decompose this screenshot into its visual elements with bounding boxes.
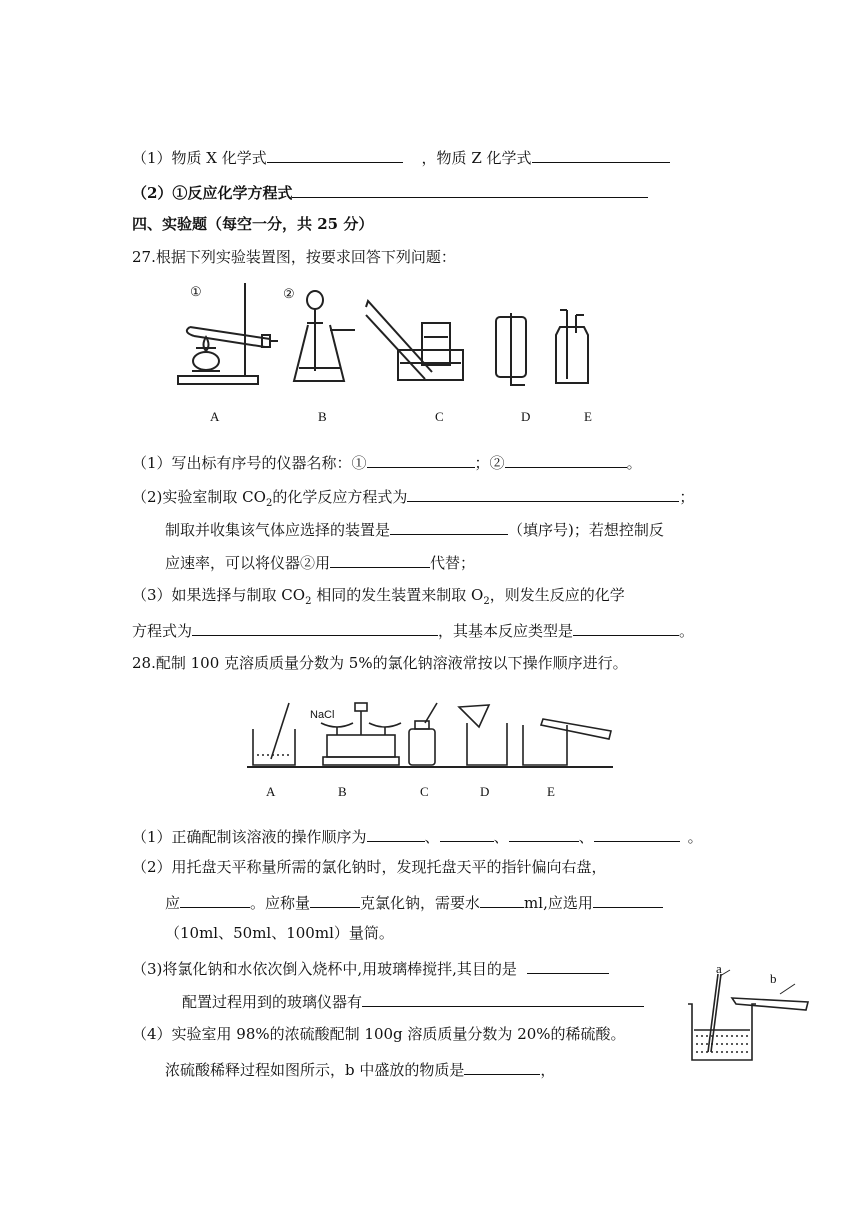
answer-blank-order-4[interactable] — [594, 824, 680, 842]
q27-p3-subscript-2: 2 — [483, 596, 490, 607]
q26-p1-text-a: （1）物质 X 化学式 — [132, 149, 267, 167]
q27-p2-text-a: （2)实验室制取 CO — [132, 488, 266, 506]
q28-stem: 28.配制 100 克溶质质量分数为 5%的氯化钠溶液常按以下操作顺序进行。 — [132, 654, 628, 672]
separator: 、 — [424, 828, 440, 846]
q28-p1-text: （1）正确配制该溶液的操作顺序为 — [132, 828, 367, 846]
step-d-figure — [459, 705, 507, 765]
answer-blank-order-2[interactable] — [440, 824, 494, 842]
q27-p1-text-c: 。 — [626, 454, 642, 472]
q27-p2-text-b: 的化学反应方程式为 — [272, 488, 408, 506]
q27-part2-line2 — [165, 517, 664, 541]
q27-label-d: D — [521, 409, 531, 424]
q28-p2l2-text-d: ml,应选用 — [524, 894, 593, 912]
q27-p3-text-b: 相同的发生装置来制取 O — [311, 586, 484, 604]
apparatus-b — [294, 291, 355, 381]
q28-part1 — [132, 824, 703, 848]
q27-p1-text-a: （1）写出标有序号的仪器名称：① — [132, 454, 367, 472]
q27-label-c: C — [435, 409, 444, 424]
q28-p3-text: （3)将氯化钠和水依次倒入烧杯中,用玻璃棒搅拌,其目的是 — [132, 960, 517, 978]
q28-part2: （2）用托盘天平称量所需的氯化钠时，发现托盘天平的指针偏向右盘， — [132, 858, 607, 876]
answer-blank-instrument-2[interactable] — [505, 450, 627, 468]
q28-part3 — [132, 956, 609, 980]
q26-part2 — [132, 180, 648, 204]
answer-blank-equation[interactable] — [292, 180, 648, 198]
q27-p2l3-text-a: 应速率，可以将仪器②用 — [165, 554, 331, 572]
answer-blank-b-substance[interactable] — [464, 1057, 540, 1075]
q27-label-a: A — [210, 409, 220, 424]
answer-blank-adjust[interactable] — [180, 890, 250, 908]
figure-label-b: b — [770, 971, 777, 986]
q28-part2-line2 — [165, 890, 663, 914]
answer-blank-cylinder[interactable] — [593, 890, 663, 908]
q27-p2-subscript: 2 — [265, 498, 273, 509]
apparatus-e — [556, 310, 588, 383]
q28-label-c: C — [420, 784, 429, 799]
apparatus-c — [366, 301, 463, 380]
answer-blank-z[interactable] — [532, 145, 670, 163]
q26-p1-text-b: ，物质 Z 化学式 — [421, 149, 532, 167]
q27-p2-text-c: ； — [679, 488, 695, 506]
answer-blank-nacl-mass[interactable] — [310, 890, 360, 908]
q27-p3-text-a: （3）如果选择与制取 CO — [132, 586, 306, 604]
q27-part3 — [132, 584, 625, 613]
q26-p2-text: （2）①反应化学方程式 — [132, 184, 293, 202]
q27-part1 — [132, 450, 642, 474]
q28-p4l2-end: ， — [540, 1061, 556, 1079]
q27-stem: 27.根据下列实验装置图，按要求回答下列问题： — [132, 248, 456, 266]
answer-blank-reaction-type[interactable] — [573, 618, 679, 636]
q27-p1-text-b: ；② — [474, 454, 505, 472]
q28-part4: （4）实验室用 98%的浓硫酸配制 100g 溶质质量分数为 20%的稀硫酸。 — [132, 1025, 626, 1043]
answer-blank-glassware[interactable] — [362, 989, 644, 1007]
q28-label-b: B — [338, 784, 347, 799]
apparatus-d — [496, 313, 526, 385]
marker-1: ① — [190, 284, 202, 299]
q28-p4l2-text: 浓硫酸稀释过程如图所示，b 中盛放的物质是 — [165, 1061, 465, 1079]
separator: 、 — [578, 828, 594, 846]
answer-blank-device[interactable] — [390, 517, 508, 535]
q28-part4-line2 — [165, 1057, 555, 1081]
separator: 、 — [493, 828, 509, 846]
q28-part2-line3: （10ml、50ml、100ml）量筒。 — [165, 924, 394, 942]
answer-blank-x[interactable] — [267, 145, 403, 163]
q27-label-e: E — [584, 409, 592, 424]
nacl-label: NaCl — [310, 709, 335, 721]
figure-label-a: a — [716, 961, 722, 976]
answer-blank-order-1[interactable] — [367, 824, 425, 842]
q28-p1-end: 。 — [687, 828, 703, 846]
q28-p2l2-text-c: 克氯化钠，需要水 — [360, 894, 481, 912]
step-e-figure — [523, 719, 611, 765]
q27-p2l2-text-a: 制取并收集该气体应选择的装置是 — [165, 521, 391, 539]
q26-part1 — [132, 145, 670, 169]
q28-p2l2-text-a: 应 — [165, 894, 181, 912]
q27-apparatus-figure — [170, 275, 610, 395]
step-c-figure — [409, 703, 437, 765]
q27-label-b: B — [318, 409, 327, 424]
marker-2: ② — [283, 286, 295, 301]
q28-procedure-figure — [245, 695, 615, 770]
answer-blank-co2-equation[interactable] — [407, 484, 679, 502]
q28-label-e: E — [547, 784, 555, 799]
q27-p2l2-text-b: （填序号)；若想控制反 — [508, 521, 664, 539]
q27-part2 — [132, 484, 694, 515]
answer-blank-order-3[interactable] — [509, 824, 579, 842]
step-a-figure — [253, 703, 295, 765]
q28-p2l2-text-b: 。应称量 — [250, 894, 311, 912]
q28-label-a: A — [266, 784, 276, 799]
answer-blank-instrument-1[interactable] — [367, 450, 475, 468]
q27-p3l2-text-a: 方程式为 — [132, 622, 193, 640]
q28-part3-line2 — [182, 989, 644, 1013]
answer-blank-replacement[interactable] — [330, 550, 430, 568]
q27-part2-line3 — [165, 550, 475, 574]
answer-blank-water-volume[interactable] — [480, 890, 524, 908]
q27-part3-line2 — [132, 618, 694, 642]
section-title: 四、实验题（每空一分，共 25 分） — [132, 215, 374, 233]
q27-p3-text-c: ，则发生反应的化学 — [489, 586, 625, 604]
q28-p3l2-text: 配置过程用到的玻璃仪器有 — [182, 993, 363, 1011]
answer-blank-o2-equation[interactable] — [192, 618, 438, 636]
q27-p3-subscript-1: 2 — [305, 596, 312, 607]
q28-label-d: D — [480, 784, 490, 799]
q27-p3l2-text-c: 。 — [679, 622, 695, 640]
dilution-figure — [680, 960, 815, 1070]
answer-blank-purpose[interactable] — [527, 956, 609, 974]
q27-p2l3-text-b: 代替； — [430, 554, 476, 572]
q27-p3l2-text-b: ，其基本反应类型是 — [438, 622, 574, 640]
